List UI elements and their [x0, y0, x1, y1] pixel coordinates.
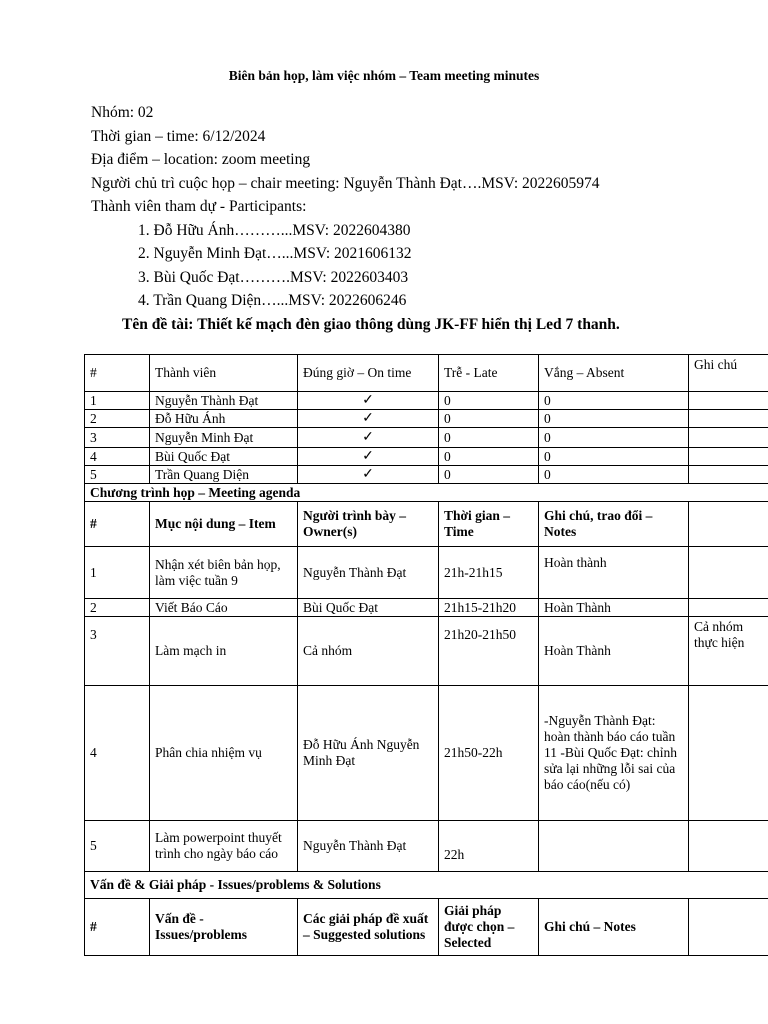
agenda-item: Nhận xét biên bản họp, làm việc tuần 9 [150, 547, 298, 599]
row-number: 1 [85, 547, 150, 599]
header-cell: Các giải pháp đề xuất – Suggested solutions [298, 899, 439, 956]
header-cell: # [85, 899, 150, 956]
check-icon: ✓ [362, 411, 374, 426]
table-row [85, 686, 768, 821]
agenda-notes: Hoàn thành [539, 547, 689, 599]
note-cell [689, 410, 768, 428]
time-line: Thời gian – time: 6/12/2024 [91, 127, 266, 145]
issues-section-row [85, 872, 768, 899]
agenda-time: 21h15-21h20 [439, 599, 539, 617]
member-name: Đỗ Hữu Ánh [150, 410, 298, 428]
agenda-time: 22h [439, 821, 539, 872]
agenda-section-row [85, 484, 768, 502]
header-cell: Giải pháp được chọn – Selected [439, 899, 539, 956]
location-line: Địa điểm – location: zoom meeting [91, 151, 311, 168]
row-number: 3 [85, 428, 150, 448]
on-time-check [298, 466, 439, 484]
table-row [85, 599, 768, 617]
agenda-notes [539, 821, 689, 872]
agenda-time: 21h20-21h50 [439, 617, 539, 686]
agenda-item: Làm mạch in [150, 617, 298, 686]
header-cell: Vắng – Absent [539, 355, 689, 392]
agenda-notes: Hoàn Thành [539, 599, 689, 617]
agenda-extra [689, 547, 768, 599]
chair-line: Người chủ trì cuộc họp – chair meeting: Nguyễn Thành Đạt….MSV: 2022605974 [91, 174, 600, 192]
on-time-check [298, 448, 439, 466]
table-row [85, 448, 768, 466]
participant-item: 2. Nguyễn Minh Đạt…...MSV: 2021606132 [138, 245, 412, 262]
meeting-info [91, 101, 620, 336]
header-cell: Người trình bày – Owner(s) [298, 502, 439, 547]
row-number: 4 [85, 448, 150, 466]
header-cell: Ghi chú [689, 355, 768, 392]
header-cell: Trễ - Late [439, 355, 539, 392]
absent-count: 0 [539, 392, 689, 410]
header-cell: Vấn đề - Issues/problems [150, 899, 298, 956]
participants-label: Thành viên tham dự - Participants: [91, 198, 307, 215]
group-line: Nhóm: 02 [91, 104, 154, 121]
participant-item: 1. Đỗ Hữu Ánh………...MSV: 2022604380 [138, 221, 411, 239]
agenda-notes: Hoàn Thành [539, 617, 689, 686]
agenda-owner: Cả nhóm [298, 617, 439, 686]
header-cell [689, 502, 768, 547]
member-name: Nguyễn Minh Đạt [150, 428, 298, 448]
row-number: 1 [85, 392, 150, 410]
agenda-item: Viết Báo Cáo [150, 599, 298, 617]
check-icon: ✓ [362, 449, 374, 464]
agenda-owner: Nguyễn Thành Đạt [298, 547, 439, 599]
note-cell [689, 448, 768, 466]
table-row [85, 428, 768, 448]
row-number: 3 [85, 617, 150, 686]
row-number: 4 [85, 686, 150, 821]
absent-count: 0 [539, 410, 689, 428]
issues-header-row [85, 899, 768, 956]
table-row [85, 821, 768, 872]
absent-count: 0 [539, 428, 689, 448]
header-cell [689, 899, 768, 956]
absent-count: 0 [539, 448, 689, 466]
row-number: 2 [85, 410, 150, 428]
member-name: Nguyễn Thành Đạt [150, 392, 298, 410]
participant-item: 4. Trần Quang Diện…...MSV: 2022606246 [138, 292, 407, 309]
row-number: 2 [85, 599, 150, 617]
header-cell: Mục nội dung – Item [150, 502, 298, 547]
check-icon: ✓ [362, 467, 374, 482]
document-title: Biên bản họp, làm việc nhóm – Team meeting minutes [228, 68, 540, 83]
check-icon: ✓ [362, 393, 374, 408]
agenda-owner: Bùi Quốc Đạt [298, 599, 439, 617]
agenda-item: Làm powerpoint thuyết trình cho ngày báo cáo [150, 821, 298, 872]
late-count: 0 [439, 448, 539, 466]
agenda-notes: -Nguyễn Thành Đạt: hoàn thành báo cáo tuần 11 -Bùi Quốc Đạt: chỉnh sửa lại những lỗi sai của báo cáo(nếu có) [539, 686, 689, 821]
late-count: 0 [439, 410, 539, 428]
header-cell: Ghi chú, trao đổi – Notes [539, 502, 689, 547]
agenda-section-title: Chương trình họp – Meeting agenda [85, 484, 768, 502]
on-time-check [298, 392, 439, 410]
late-count: 0 [439, 392, 539, 410]
note-cell [689, 466, 768, 484]
late-count: 0 [439, 428, 539, 448]
agenda-owner: Đỗ Hữu Ánh Nguyễn Minh Đạt [298, 686, 439, 821]
header-cell: Thành viên [150, 355, 298, 392]
note-cell [689, 392, 768, 410]
agenda-owner: Nguyễn Thành Đạt [298, 821, 439, 872]
on-time-check [298, 410, 439, 428]
note-cell [689, 428, 768, 448]
agenda-extra: Cả nhóm thực hiện [689, 617, 768, 686]
table-row [85, 466, 768, 484]
table-row [85, 410, 768, 428]
agenda-extra [689, 821, 768, 872]
row-number: 5 [85, 821, 150, 872]
participant-item: 3. Bùi Quốc Đạt……….MSV: 2022603403 [138, 268, 409, 286]
agenda-table [84, 483, 768, 956]
member-name: Trần Quang Diện [150, 466, 298, 484]
agenda-extra [689, 686, 768, 821]
attendance-table [84, 354, 768, 484]
header-cell: Đúng giờ – On time [298, 355, 439, 392]
header-cell: # [85, 355, 150, 392]
agenda-time: 21h-21h15 [439, 547, 539, 599]
issues-section-title: Vấn đề & Giải pháp - Issues/problems & Solutions [85, 872, 768, 899]
topic-line: Tên đề tài: Thiết kế mạch đèn giao thông dùng JK-FF hiển thị Led 7 thanh. [122, 315, 620, 333]
agenda-time: 21h50-22h [439, 686, 539, 821]
late-count: 0 [439, 466, 539, 484]
member-name: Bùi Quốc Đạt [150, 448, 298, 466]
agenda-item: Phân chia nhiệm vụ [150, 686, 298, 821]
header-cell: Thời gian – Time [439, 502, 539, 547]
row-number: 5 [85, 466, 150, 484]
table-row [85, 547, 768, 599]
check-icon: ✓ [362, 430, 374, 445]
header-cell: Ghi chú – Notes [539, 899, 689, 956]
table-row [85, 392, 768, 410]
agenda-extra [689, 599, 768, 617]
table-row [85, 617, 768, 686]
header-cell: # [85, 502, 150, 547]
absent-count: 0 [539, 466, 689, 484]
agenda-header-row [85, 502, 768, 547]
attendance-header-row [85, 355, 768, 392]
on-time-check [298, 428, 439, 448]
